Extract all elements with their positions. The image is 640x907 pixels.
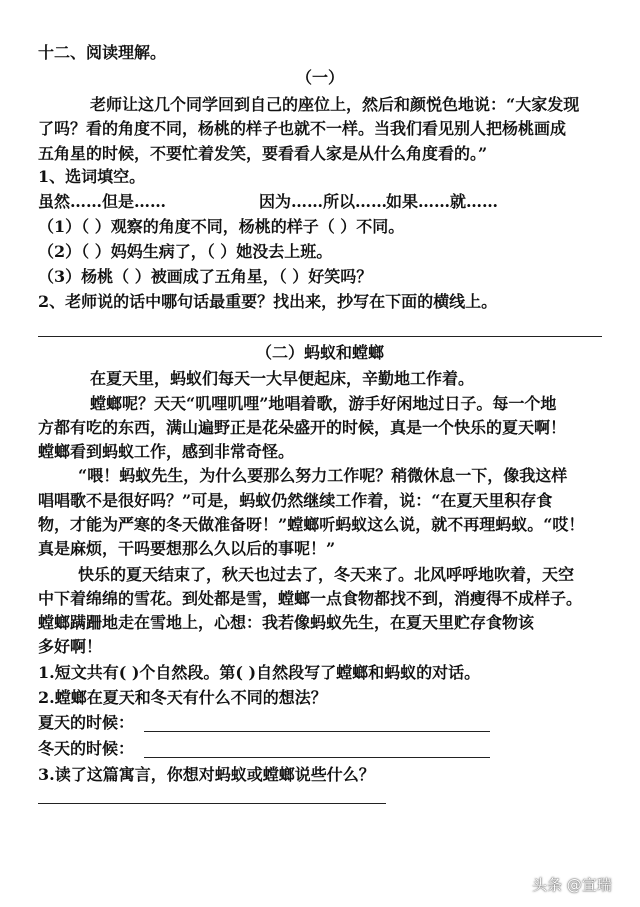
story-line: 在夏天里，蚂蚁们每天一大早便起床，辛勤地工作着。 bbox=[90, 369, 475, 388]
word-option: 虽然……但是…… bbox=[38, 192, 167, 211]
fill-blank-item: （2）（ ）妈妈生病了，（ ）她没去上班。 bbox=[38, 242, 333, 261]
story-line: 螳螂蹒跚地走在雪地上，心想：我若像蚂蚁先生，在夏天里贮存食物该 bbox=[38, 613, 535, 632]
story-line: 中下着绵绵的雪花。到处都是雪，螳螂一点食物都找不到，消瘦得不成样子。 bbox=[38, 589, 583, 608]
question-2: 2、老师说的话中哪句话最重要？找出来，抄写在下面的横线上。 bbox=[38, 292, 498, 311]
question-1: 1.短文共有( )个自然段。第( )自然段写了螳螂和蚂蚁的对话。 bbox=[38, 663, 481, 682]
story-line: “喂！蚂蚁先生，为什么要那么努力工作呢？稍微休息一下，像我这样 bbox=[78, 466, 568, 485]
summer-answer-line[interactable] bbox=[144, 731, 490, 732]
summer-label: 夏天的时候： bbox=[38, 713, 135, 732]
story-line: 物，才能为严寒的冬天做准备呀！”螳螂听蚂蚁这么说，就不再理蚂蚁。“哎！ bbox=[38, 515, 585, 534]
answer-line[interactable] bbox=[38, 803, 386, 804]
part1-paragraph-line: 了吗？看的角度不同，杨桃的样子也就不一样。当我们看见别人把杨桃画成 bbox=[38, 119, 567, 138]
winter-answer-line[interactable] bbox=[144, 757, 490, 758]
answer-line[interactable] bbox=[38, 336, 602, 337]
section-heading: 十二、阅读理解。 bbox=[38, 43, 167, 62]
part2-title: （二）蚂蚁和螳螂 bbox=[255, 343, 384, 362]
story-line: 快乐的夏天结束了，秋天也过去了，冬天来了。北风呼呼地吹着，天空 bbox=[78, 565, 575, 584]
part1-title: （一） bbox=[295, 68, 344, 87]
part1-paragraph-line: 老师让这几个同学回到自己的座位上，然后和颜悦色地说：“大家发现 bbox=[90, 95, 580, 114]
part1-paragraph-line: 五角星的时候，不要忙着发笑，要看看人家是从什么角度看的。” bbox=[38, 144, 488, 163]
story-line: 螳螂呢？天天“叽哩叽哩”地唱着歌，游手好闲地过日子。每一个地 bbox=[90, 394, 557, 413]
watermark: 头条 @宣瑞 bbox=[532, 876, 612, 894]
winter-label: 冬天的时候： bbox=[38, 739, 135, 758]
word-option: 如果……就…… bbox=[386, 192, 499, 211]
story-line: 真是麻烦，干吗要想那么久以后的事呢！” bbox=[38, 539, 336, 558]
story-line: 方都有吃的东西，满山遍野正是花朵盛开的时候，真是一个快乐的夏天啊！ bbox=[38, 418, 567, 437]
question-1-title: 1、选词填空。 bbox=[38, 167, 146, 186]
story-line: 螳螂看到蚂蚁工作，感到非常奇怪。 bbox=[38, 442, 295, 461]
fill-blank-item: （3）杨桃（ ）被画成了五角星，（ ）好笑吗？ bbox=[38, 267, 373, 286]
word-option: 因为……所以…… bbox=[259, 192, 388, 211]
story-line: 唱唱歌不是很好吗？”可是，蚂蚁仍然继续工作着，说：“在夏天里积存食 bbox=[38, 491, 553, 510]
fill-blank-item: （1）（ ）观察的角度不同，杨桃的样子（ ）不同。 bbox=[38, 217, 405, 236]
question-3: 3.读了这篇寓言，你想对蚂蚁或螳螂说些什么？ bbox=[38, 765, 375, 784]
story-line: 多好啊！ bbox=[38, 637, 103, 656]
question-2: 2.螳螂在夏天和冬天有什么不同的想法？ bbox=[38, 688, 327, 707]
